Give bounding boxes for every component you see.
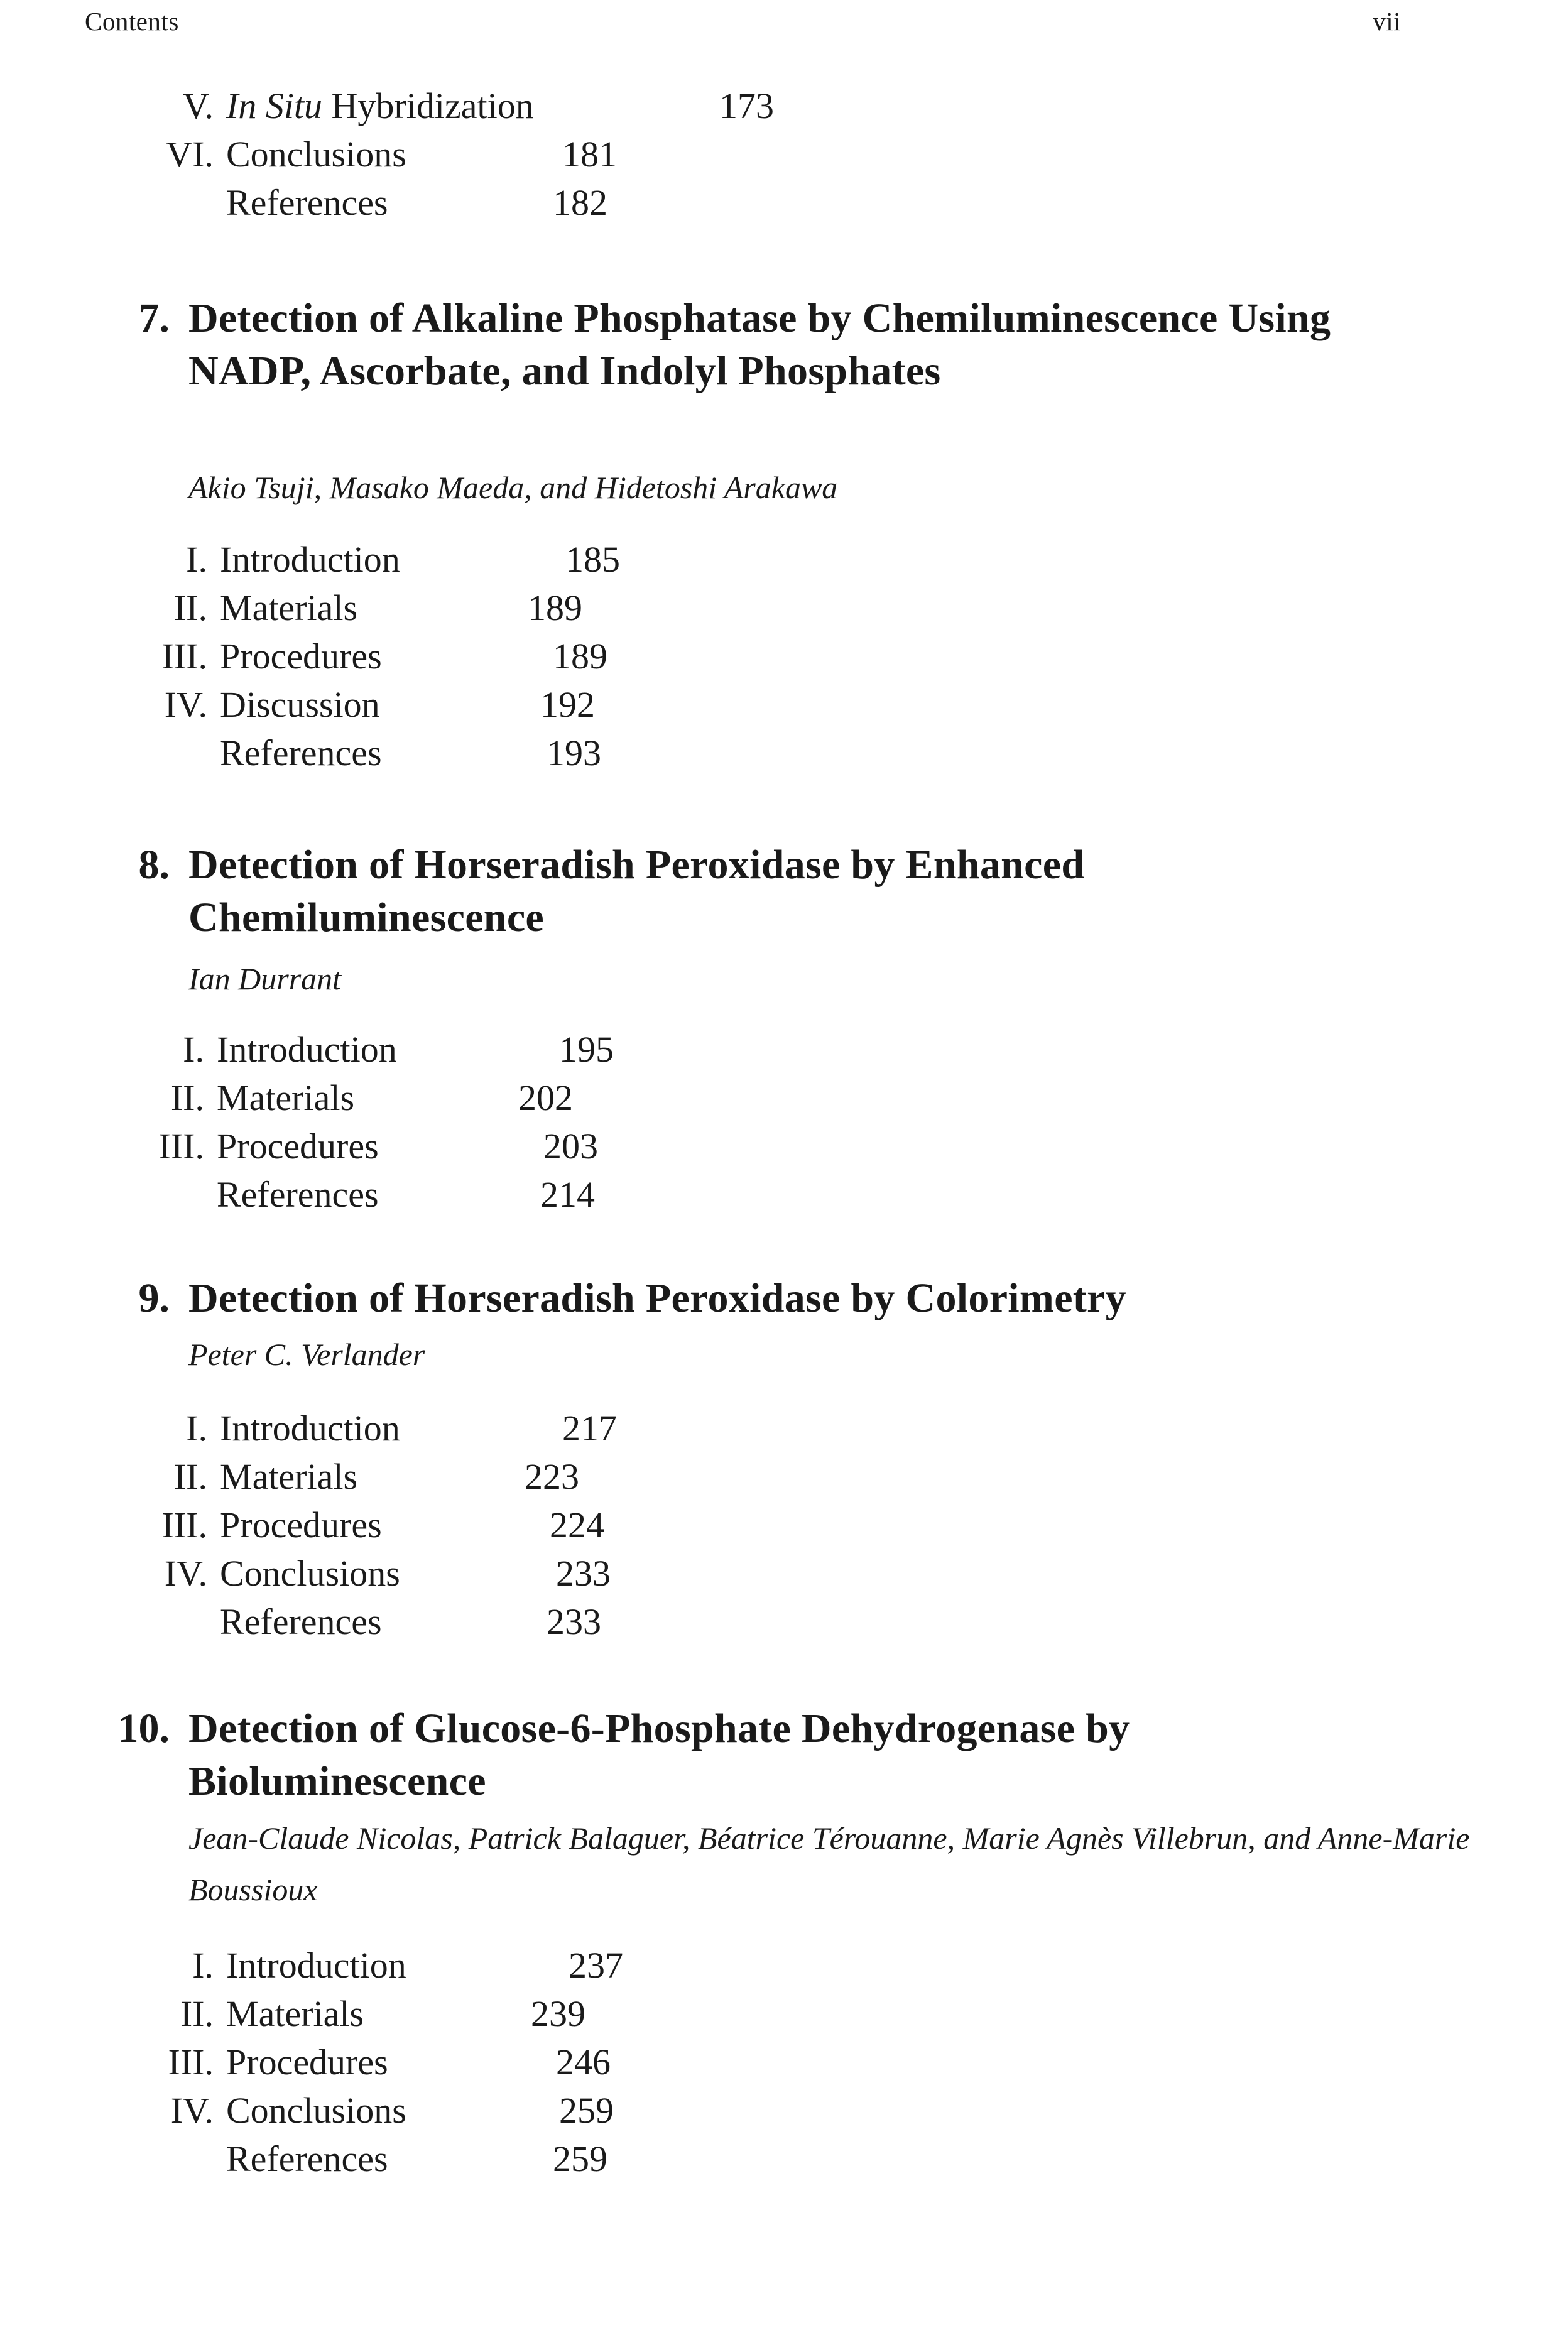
section-page: 192 <box>540 684 595 725</box>
section-title: Introduction <box>220 1408 400 1449</box>
running-head-title: Contents <box>85 7 179 36</box>
section-number: III. <box>168 2042 214 2082</box>
section-title: Introduction <box>226 1945 406 1986</box>
section-page: 203 <box>543 1126 598 1167</box>
chapter-title[interactable]: Detection of Alkaline Phosphatase by Chemiluminescence Using NADP, Ascorbate, and Indolyl Phosphates <box>188 295 1331 394</box>
section-page: 224 <box>550 1505 604 1545</box>
chapter-title[interactable]: Detection of Horseradish Peroxidase by Colorimetry <box>188 1275 1126 1321</box>
section-number: IV. <box>164 684 207 725</box>
section-number: V. <box>183 85 214 126</box>
section-number: I. <box>186 539 207 580</box>
section-title: Conclusions <box>220 1553 400 1594</box>
section-title: References <box>226 182 388 223</box>
section-page: 193 <box>547 732 601 773</box>
section-number: II. <box>170 1077 204 1118</box>
section-page: 182 <box>553 182 607 223</box>
section-number: I. <box>183 1029 204 1070</box>
section-page: 259 <box>559 2090 614 2131</box>
chapter-number: 8. <box>138 842 170 888</box>
section-page: 214 <box>540 1174 595 1215</box>
section-number: III. <box>158 1126 204 1167</box>
section-number: IV. <box>170 2090 214 2131</box>
section-number: IV. <box>164 1553 207 1594</box>
section-number: II. <box>180 1993 214 2034</box>
page-number: vii <box>1373 7 1401 36</box>
section-title: In Situ Hybridization <box>226 85 534 126</box>
section-title: Procedures <box>226 2042 388 2082</box>
section-page: 217 <box>562 1408 617 1449</box>
section-title: Introduction <box>220 539 400 580</box>
section-title: References <box>220 732 382 773</box>
section-page: 239 <box>531 1993 585 2034</box>
section-title: Materials <box>220 1456 358 1497</box>
section-page: 246 <box>556 2042 611 2082</box>
section-number: I. <box>186 1408 207 1449</box>
section-page: 237 <box>569 1945 623 1986</box>
chapter-title[interactable]: Detection of Horseradish Peroxidase by Enhanced Chemiluminescence <box>188 842 1085 940</box>
section-page: 173 <box>719 85 774 126</box>
section-title: Materials <box>217 1077 355 1118</box>
section-title: Materials <box>220 587 358 628</box>
chapter-authors: Peter C. Verlander <box>188 1337 425 1372</box>
chapter-authors: Ian Durrant <box>188 961 342 996</box>
chapter-authors: Jean-Claude Nicolas, Patrick Balaguer, Béatrice Térouanne, Marie Agnès Villebrun, and Anne-Marie Boussioux <box>188 1820 1470 1907</box>
chapter-authors: Akio Tsuji, Masako Maeda, and Hidetoshi Arakawa <box>188 470 838 505</box>
chapter-title[interactable]: Detection of Glucose-6-Phosphate Dehydrogenase by Bioluminescence <box>188 1706 1130 1804</box>
section-title: Conclusions <box>226 2090 406 2131</box>
section-title: References <box>226 2138 388 2179</box>
section-title: Procedures <box>217 1126 379 1167</box>
chapter-number: 7. <box>138 295 170 341</box>
section-number: III. <box>161 636 207 677</box>
section-title: Procedures <box>220 636 382 677</box>
section-title: Procedures <box>220 1505 382 1545</box>
section-title: References <box>217 1174 379 1215</box>
chapter-number: 9. <box>138 1275 170 1321</box>
section-page: 202 <box>518 1077 573 1118</box>
section-number: III. <box>161 1505 207 1545</box>
section-page: 233 <box>547 1601 601 1642</box>
section-page: 223 <box>525 1456 579 1497</box>
section-number: II. <box>173 587 207 628</box>
section-page: 189 <box>528 587 582 628</box>
section-page: 195 <box>559 1029 614 1070</box>
section-title: References <box>220 1601 382 1642</box>
section-title: Conclusions <box>226 134 406 175</box>
section-number: VI. <box>166 134 214 175</box>
section-page: 181 <box>562 134 617 175</box>
section-title: Introduction <box>217 1029 397 1070</box>
chapter-number: 10. <box>117 1706 170 1751</box>
section-title: Materials <box>226 1993 364 2034</box>
section-page: 233 <box>556 1553 611 1594</box>
section-page: 259 <box>553 2138 607 2179</box>
section-number: II. <box>173 1456 207 1497</box>
section-title: Discussion <box>220 684 380 725</box>
section-page: 185 <box>565 539 620 580</box>
section-number: I. <box>192 1945 214 1986</box>
section-page: 189 <box>553 636 607 677</box>
